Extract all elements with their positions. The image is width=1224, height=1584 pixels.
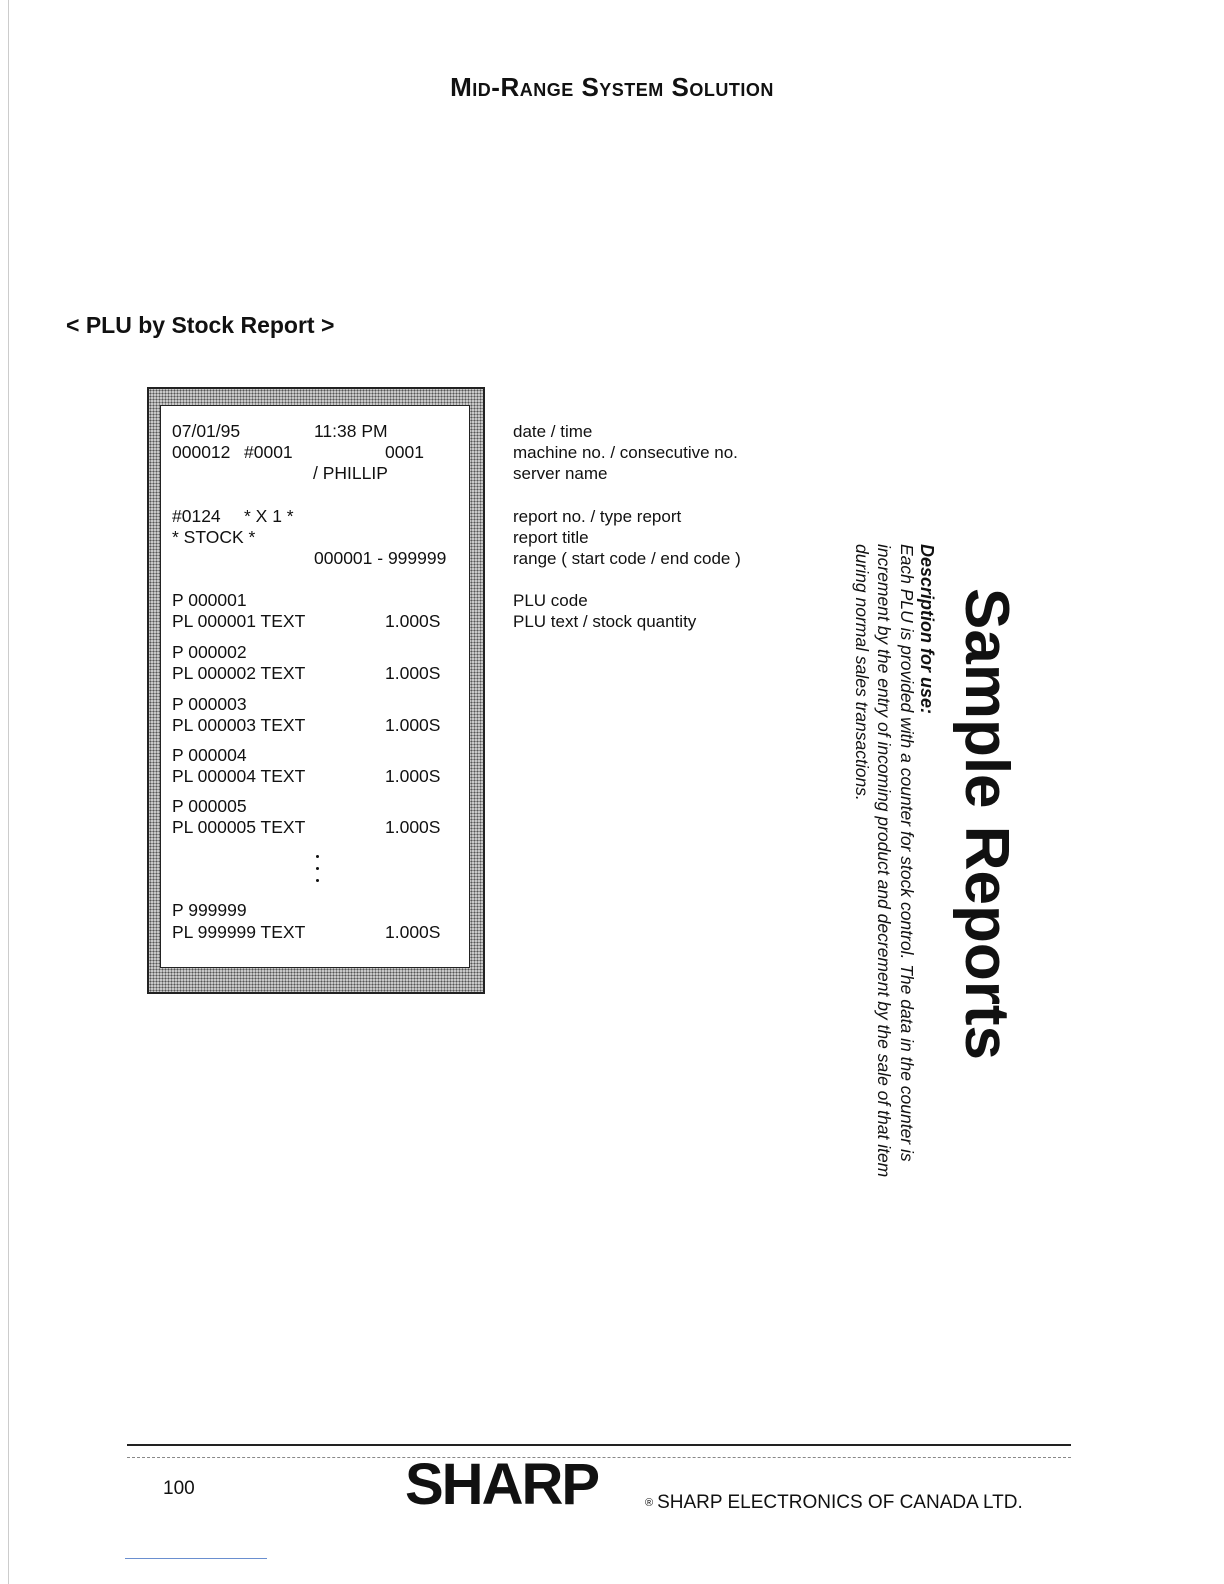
scan-edge-line [8,0,9,1584]
receipt-plu-qty: 1.000S [385,663,441,683]
company-name [645,1492,1023,1514]
receipt-report-title: * STOCK * [172,527,256,547]
side-description-body [851,544,919,1264]
receipt-plu-text: PL 000005 TEXT [172,817,306,837]
sharp-logo: SHARP [405,1452,599,1517]
receipt-plu-text: PL 000002 TEXT [172,663,306,683]
receipt-last-plu-qty: 1.000S [385,922,441,942]
receipt-plu-text: PL 000003 TEXT [172,715,306,735]
receipt-last-plu-text: PL 999999 TEXT [172,922,306,942]
registered-mark: ® [645,1496,654,1509]
desc-plu-text: PLU text / stock quantity [513,612,697,631]
side-rotated-block [852,540,1025,1260]
footer-rule-dashed [127,1457,1071,1458]
side-description-heading: Description for use: [917,544,937,715]
side-description-line: increment by the entry of incoming product and decrement by the sale of that item [874,544,895,1178]
receipt-plu-qty: 1.000S [385,766,441,786]
desc-report-no: report no. / type report [513,507,682,526]
section-title: < PLU by Stock Report > [66,312,335,338]
receipt-plu-code: P 000005 [172,796,247,816]
side-description-line: during normal sales transactions. [852,544,872,801]
side-title: Sample Reports [952,588,1021,1061]
receipt-last-plu-code: P 999999 [172,900,247,920]
receipt-machine-no: 000012 [172,442,231,462]
receipt-report-type: * X 1 * [244,506,294,526]
bottom-edge-line [125,1558,267,1559]
footer-rule [127,1444,1071,1446]
receipt-consecutive-no: 0001 [385,442,424,462]
receipt-plu-text: PL 000004 TEXT [172,766,306,786]
desc-range: range ( start code / end code ) [513,549,741,568]
receipt-report-no: #0124 [172,506,221,526]
receipt-paper [160,405,470,968]
receipt-plu-qty: 1.000S [385,817,441,837]
receipt-plu-code: P 000003 [172,694,247,714]
receipt-date: 07/01/95 [172,421,241,441]
receipt-time: 11:38 PM [314,421,388,441]
continuation-dots [316,855,320,891]
desc-machine: machine no. / consecutive no. [513,443,738,462]
receipt-range: 000001 - 999999 [314,548,447,568]
desc-server: server name [513,464,608,483]
receipt-machine-hash: #0001 [244,442,293,462]
receipt-plu-qty: 1.000S [385,715,441,735]
desc-plu-code: PLU code [513,591,588,610]
desc-date-time: date / time [513,422,593,441]
page-number: 100 [163,1478,195,1499]
receipt-server-name: / PHILLIP [313,463,388,483]
receipt-plu-code: P 000002 [172,642,247,662]
company-name-text: SHARP ELECTRONICS OF CANADA LTD. [657,1492,1023,1513]
receipt-plu-text: PL 000001 TEXT [172,611,306,631]
page-header-title: Mid-Range System Solution [450,72,774,102]
receipt-plu-qty: 1.000S [385,611,441,631]
receipt-plu-code: P 000004 [172,745,247,765]
side-description-line: Each PLU is provided with a counter for stock control. The data in the counter is [897,544,917,1162]
receipt-plu-code: P 000001 [172,590,247,610]
desc-report-title: report title [513,528,589,547]
